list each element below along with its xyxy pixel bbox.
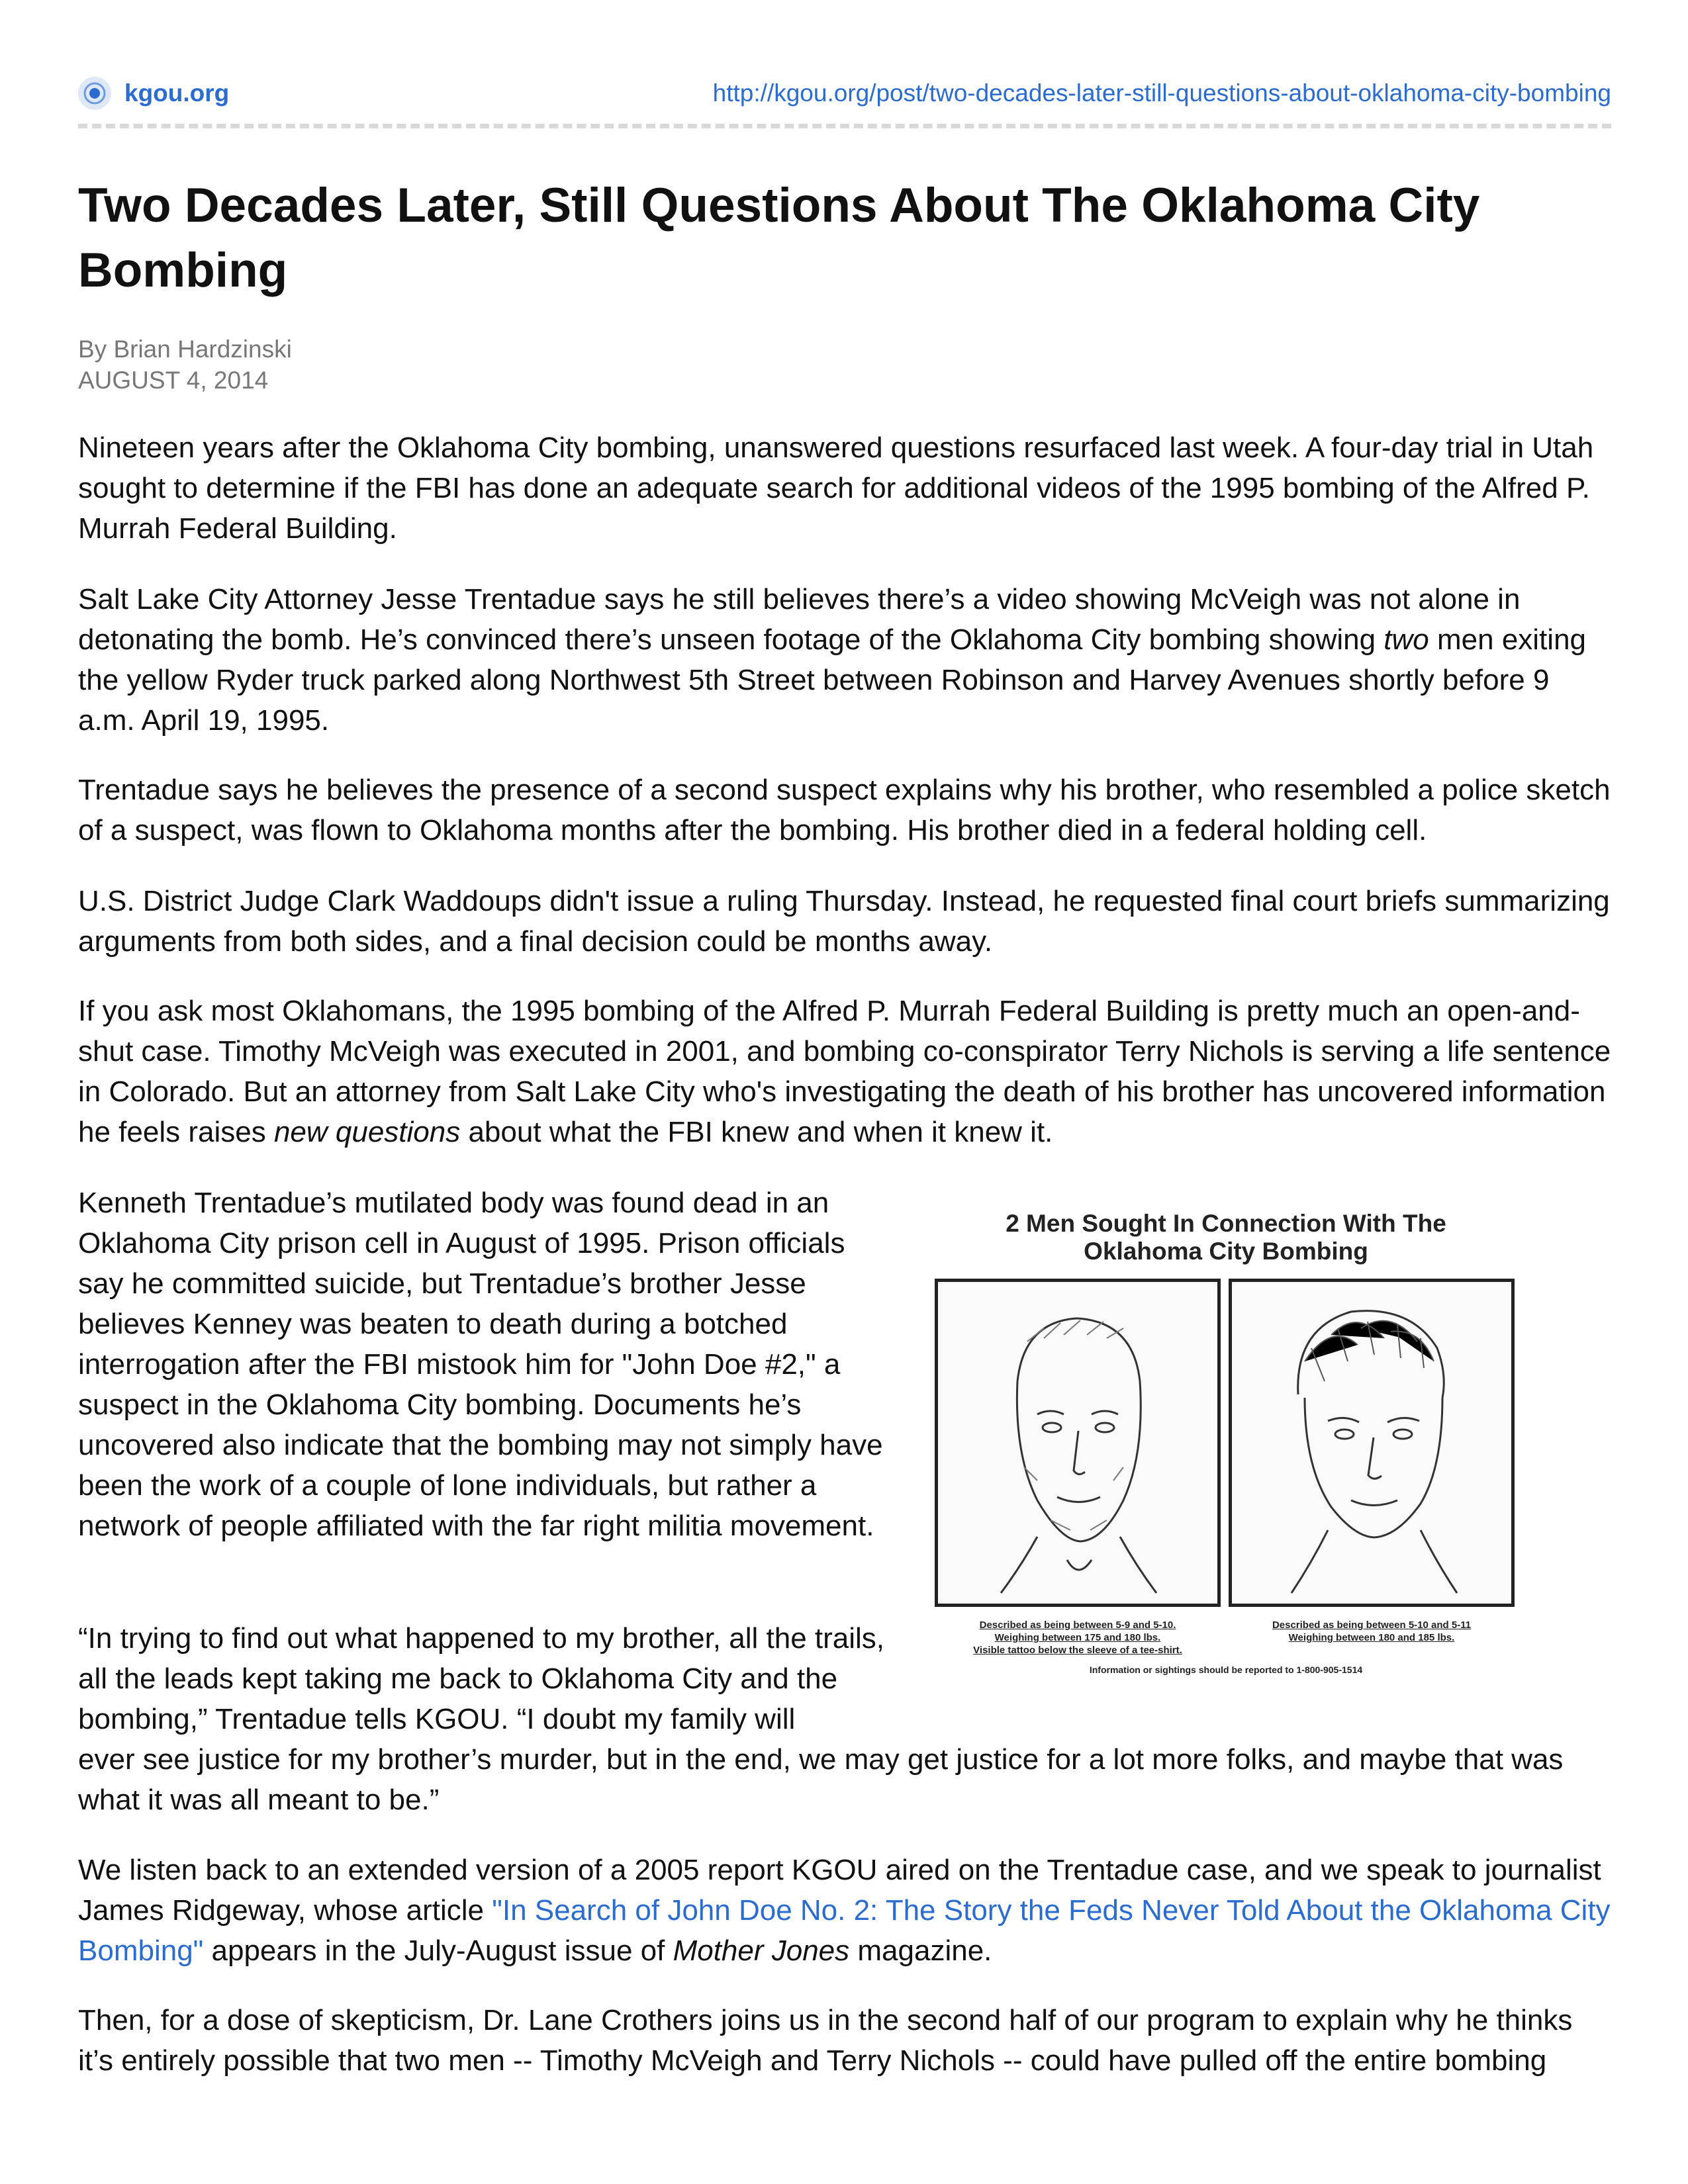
site-name-link[interactable]: kgou.org [124,79,230,107]
article-url-link[interactable]: http://kgou.org/post/two-decades-later-still-questions-about-oklahoma-city-bombing [712,79,1611,107]
left-description-line-2: Weighing between 175 and 180 lbs. [994,1632,1161,1643]
sketch-face-right [1232,1282,1511,1604]
paragraph-2-text-end: men exiting the yellow Ryder truck parked along Northwest 5th Street between Robinson and Harvey Avenues shortly before 9 a.m. April 19, 1995. [78,623,1587,737]
sketch-panel-left [935,1279,1221,1607]
figure-caption-line-2: Oklahoma City Bombing [1084,1238,1368,1265]
magazine-name: Mother Jones [673,1934,850,1967]
paragraph-1: Nineteen years after the Oklahoma City bombing, unanswered questions resurfaced last week. A four-day trial in Utah sought to determine if the FBI has done an adequate search for additional videos of the 1995 bombing of the Alfred P. Murrah Federal Building. [78,432,1594,545]
paragraph-4: U.S. District Judge Clark Waddoups didn't issue a ruling Thursday. Instead, he requested final court briefs summarizing arguments from both sides, and a final decision could be months away. [78,885,1610,958]
paragraph-2-text: Salt Lake City Attorney Jesse Trentadue says he still believes there’s a video showing McVeigh was not alone in detonating the bomb. He’s convinced there’s unseen footage of the Oklahoma City bombing showing [78,583,1521,656]
left-description-line-1: Described as being between 5-9 and 5-10. [979,1619,1176,1631]
sketch-info-line: Information or sightings should be reported to 1-800-905-1514 [1089,1664,1363,1675]
paragraph-8 [78,1850,1611,1971]
paragraph-5-emphasis: new questions [273,1116,461,1148]
globe-icon [78,77,111,110]
suspect-sketch-figure [928,1201,1524,1684]
paragraph-7-start: “In trying to find out what happened to my brother, all the trails, all the leads kept taking me back to Oklahoma City and the bombing,” Trentadue tells KGOU. “I doubt my family will [78,1622,885,1735]
article-byline: By Brian Hardzinski [78,336,292,363]
paragraph-5-text: If you ask most Oklahomans, the 1995 bombing of the Alfred P. Murrah Federal Building is pretty much an open-and-shut case. Timothy McVeigh was executed in 2001, and bombing co-conspirator Terry Nichols is serving a life sentence in Colorado. But an attorney from Salt Lake City who's investigating the death of his brother has uncovered information he feels raises [78,995,1611,1148]
page-header [78,74,1611,114]
paragraph-6: Kenneth Trentadue’s mutilated body was found dead in an Oklahoma City prison cell in August of 1995. Prison officials say he committed suicide, but Trentadue’s brother Jesse believes Kenney was beaten to death during a botched interrogation after the FBI mistook him for "John Doe #2," a suspect in the Oklahoma City bombing. Documents he’s uncovered also indicate that the bombing may not simply have been the work of a couple of lone individuals, but rather a network of people affiliated with the far right militia movement. [78,1187,883,1542]
figure-caption [928,1210,1524,1265]
sketch-panel-right [1229,1279,1515,1607]
paragraph-8-text: We listen back to an extended version of a 2005 report KGOU aired on the Trentadue case, and we speak to journalist James Ridgeway, whose article [78,1854,1601,1927]
paragraph-5 [78,991,1611,1152]
sketch-face-left [938,1282,1217,1604]
paragraph-5-text-end: about what the FBI knew and when it knew it. [460,1116,1053,1148]
left-description-line-3: Visible tattoo below the sleeve of a tee-shirt. [973,1645,1182,1656]
paragraph-8-text-end: magazine. [849,1934,992,1967]
paragraph-3: Trentadue says he believes the presence of a second suspect explains why his brother, who resembled a police sketch of a suspect, was flown to Oklahoma months after the bombing. His brother died in a federal holding cell. [78,774,1611,846]
right-description-line-1: Described as being between 5-10 and 5-11 [1272,1619,1472,1631]
paragraph-7-end: ever see justice for my brother’s murder, but in the end, we may get justice for a lot more folks, and maybe that was what it was all meant to be.” [78,1743,1564,1816]
mother-jones-article-link[interactable]: "In Search of John Doe No. 2: The Story the Feds Never Told About the Oklahoma City Bombing" [78,1894,1611,1967]
sketch-description-left [935,1619,1221,1657]
sketch-description-right [1229,1619,1515,1644]
figure-caption-line-1: 2 Men Sought In Connection With The [1006,1210,1446,1237]
header-divider [78,124,1611,128]
paragraph-2 [78,579,1611,741]
paragraph-8-text-middle: appears in the July-August issue of [203,1934,673,1967]
right-description-line-2: Weighing between 180 and 185 lbs. [1288,1632,1455,1643]
paragraph-9: Then, for a dose of skepticism, Dr. Lane Crothers joins us in the second half of our program to explain why he thinks it’s entirely possible that two men -- Timothy McVeigh and Terry Nichols -- could have pulled off the entire bombing [78,2004,1573,2077]
article-date: AUGUST 4, 2014 [78,367,269,394]
article-title: Two Decades Later, Still Questions About The Oklahoma City Bombing [78,179,1480,297]
paragraph-2-emphasis: two [1383,623,1429,656]
